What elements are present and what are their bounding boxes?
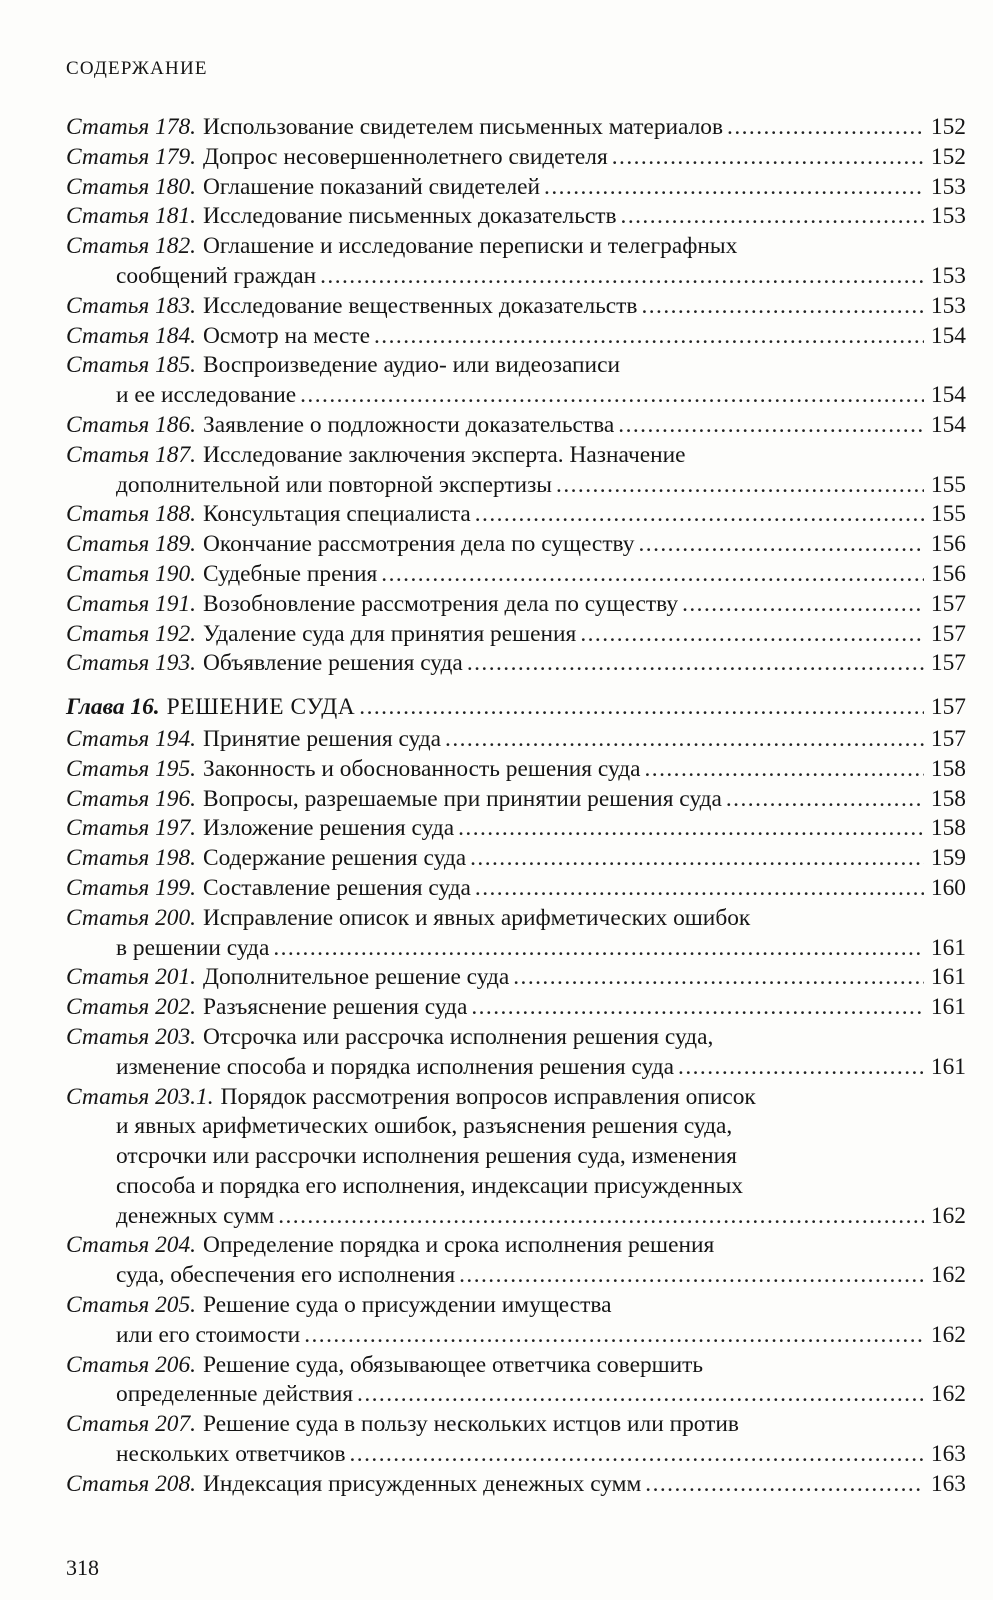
toc-entry-row[interactable] [66, 1172, 966, 1202]
entry-title: Объявление решения суда [203, 650, 463, 677]
dot-leader [471, 993, 924, 1023]
entry-title: и ее исследование [116, 382, 297, 409]
entry-title: Законность и обоснованность решения суда [203, 755, 641, 782]
toc-chapter-row[interactable] [66, 693, 966, 723]
entry-page-number: 158 [930, 815, 966, 842]
entry-page-number: 161 [930, 1053, 966, 1080]
entry-title: Отсрочка или рассрочка исполнения решения суда, [203, 1023, 714, 1050]
entry-page-number: 154 [930, 382, 966, 409]
entry-title: нескольких ответчиков [116, 1441, 346, 1468]
dot-leader [544, 173, 924, 203]
dot-leader [638, 530, 924, 560]
dot-leader [641, 292, 924, 322]
toc-entry-row[interactable] [66, 785, 966, 815]
toc-entry-row[interactable] [66, 1291, 966, 1321]
toc-entry-row[interactable] [66, 113, 966, 143]
dot-leader [278, 1202, 924, 1232]
toc-entry-row[interactable] [66, 1083, 966, 1113]
entry-page-number: 161 [930, 994, 966, 1021]
entry-title: денежных сумм [116, 1202, 275, 1229]
toc-entry-row[interactable] [66, 560, 966, 590]
dot-leader [644, 755, 924, 785]
article-number: Статья 207. [66, 1411, 196, 1438]
entry-page-number: 158 [930, 785, 966, 812]
article-number: Статья 195. [66, 755, 196, 782]
entry-title: и явных арифметических ошибок, разъяснения решения суда, [116, 1113, 733, 1140]
toc-entry-row[interactable] [66, 725, 966, 755]
entry-page-number: 157 [930, 590, 966, 617]
toc-entry-row[interactable] [66, 1440, 966, 1470]
entry-page-number: 153 [930, 203, 966, 230]
toc-entry-row[interactable] [66, 1142, 966, 1172]
entry-title: РЕШЕНИЕ СУДА [166, 694, 356, 721]
entry-title: дополнительной или повторной экспертизы [116, 471, 553, 498]
entry-page-number: 152 [930, 143, 966, 170]
dot-leader [459, 1261, 924, 1291]
toc-entry-row[interactable] [66, 1023, 966, 1053]
entry-title: Осмотр на месте [203, 322, 371, 349]
article-number: Статья 192. [66, 620, 196, 647]
dot-leader [381, 560, 924, 590]
entry-title: Определение порядка и срока исполнения решения [203, 1232, 715, 1259]
entry-title: изменение способа и порядка исполнения решения суда [116, 1053, 675, 1080]
toc-entry-row[interactable] [66, 322, 966, 352]
toc-entry-row[interactable] [66, 1351, 966, 1381]
toc-entry-row[interactable] [66, 471, 966, 501]
article-number: Статья 208. [66, 1470, 196, 1497]
article-number: Статья 201. [66, 964, 196, 991]
article-number: Статья 182. [66, 233, 196, 260]
dot-leader [618, 411, 924, 441]
dot-leader [580, 620, 924, 650]
dot-leader [458, 814, 924, 844]
article-number: Статья 186. [66, 411, 196, 438]
toc-entry-row[interactable] [66, 232, 966, 262]
entry-title: Исправление описок и явных арифметических ошибок [203, 904, 751, 931]
entry-page-number: 161 [930, 964, 966, 991]
entry-title: определенные действия [116, 1381, 354, 1408]
entry-page-number: 157 [930, 725, 966, 752]
entry-title: суда, обеспечения его исполнения [116, 1262, 456, 1289]
toc-entry-row[interactable] [66, 1470, 966, 1500]
entry-page-number: 154 [930, 322, 966, 349]
entry-title: сообщений граждан [116, 262, 317, 289]
entry-page-number: 153 [930, 262, 966, 289]
dot-leader [273, 934, 924, 964]
entry-page-number: 157 [930, 620, 966, 647]
dot-leader [678, 1053, 924, 1083]
entry-title: Удаление суда для принятия решения [203, 620, 577, 647]
entry-title: Принятие решения суда [203, 725, 442, 752]
toc-entry-row[interactable] [66, 814, 966, 844]
entry-page-number: 154 [930, 411, 966, 438]
entry-page-number: 156 [930, 531, 966, 558]
entry-page-number: 160 [930, 874, 966, 901]
dot-leader [682, 590, 924, 620]
article-number: Статья 203.1. [66, 1083, 214, 1110]
toc-entry-row[interactable] [66, 904, 966, 934]
article-number: Статья 179. [66, 143, 196, 170]
article-number: Статья 204. [66, 1232, 196, 1259]
toc-entry-row[interactable] [66, 262, 966, 292]
toc-entry-row[interactable] [66, 963, 966, 993]
toc-entry-row[interactable] [66, 620, 966, 650]
entry-title: Исследование заключения эксперта. Назначение [203, 441, 686, 468]
entry-title: Заявление о подложности доказательства [203, 411, 615, 438]
article-number: Статья 190. [66, 560, 196, 587]
entry-page-number: 162 [930, 1202, 966, 1229]
entry-page-number: 158 [930, 755, 966, 782]
article-number: Статья 206. [66, 1351, 196, 1378]
entry-page-number: 155 [930, 501, 966, 528]
dot-leader [645, 1470, 924, 1500]
toc-entry-row[interactable] [66, 202, 966, 232]
dot-leader [359, 693, 924, 723]
article-number: Статья 187. [66, 441, 196, 468]
article-number: Статья 188. [66, 501, 196, 528]
toc-entry-row[interactable] [66, 993, 966, 1023]
toc-entry-row[interactable] [66, 381, 966, 411]
entry-title: Консультация специалиста [203, 501, 471, 528]
entry-page-number: 163 [930, 1470, 966, 1497]
article-number: Статья 194. [66, 725, 196, 752]
dot-leader [304, 1321, 924, 1351]
entry-title: Оглашение показаний свидетелей [203, 173, 541, 200]
entry-page-number: 161 [930, 934, 966, 961]
entry-title: Исследование вещественных доказательств [203, 292, 638, 319]
entry-title: Разъяснение решения суда [203, 994, 468, 1021]
dot-leader [300, 381, 924, 411]
entry-page-number: 162 [930, 1321, 966, 1348]
entry-title: Воспроизведение аудио- или видеозаписи [203, 352, 620, 379]
entry-title: Допрос несовершеннолетнего свидетеля [203, 143, 608, 170]
dot-leader [727, 113, 924, 143]
article-number: Статья 191. [66, 590, 196, 617]
dot-leader [357, 1380, 924, 1410]
article-number: Статья 181. [66, 203, 196, 230]
article-number: Статья 178. [66, 114, 196, 140]
toc-entry-row[interactable] [66, 590, 966, 620]
entry-title: в решении суда [116, 934, 270, 961]
entry-title: Возобновление рассмотрения дела по существу [203, 590, 679, 617]
entry-title: Окончание рассмотрения дела по существу [203, 531, 635, 558]
entry-page-number: 162 [930, 1381, 966, 1408]
entry-title: Дополнительное решение суда [203, 964, 510, 991]
toc-entry-row[interactable] [66, 844, 966, 874]
toc-entry-row[interactable] [66, 1112, 966, 1142]
toc-entry-row[interactable] [66, 755, 966, 785]
entry-page-number: 162 [930, 1262, 966, 1289]
table-of-contents [66, 113, 966, 1500]
dot-leader [445, 725, 924, 755]
entry-title: Исследование письменных доказательств [203, 203, 617, 230]
article-number: Статья 193. [66, 650, 196, 677]
toc-entry-row[interactable] [66, 530, 966, 560]
toc-entry-row[interactable] [66, 1202, 966, 1232]
entry-title: Решение суда, обязывающее ответчика совершить [203, 1351, 704, 1378]
entry-title: Содержание решения суда [203, 845, 467, 872]
toc-entry-row[interactable] [66, 1231, 966, 1261]
article-number: Статья 202. [66, 994, 196, 1021]
entry-title: Судебные прения [203, 560, 378, 587]
dot-leader [475, 874, 924, 904]
entry-page-number: 157 [930, 650, 966, 677]
dot-leader [374, 322, 924, 352]
dot-leader [470, 844, 924, 874]
article-number: Статья 185. [66, 352, 196, 379]
toc-entry-row[interactable] [66, 1380, 966, 1410]
dot-leader [350, 1440, 924, 1470]
entry-page-number: 153 [930, 292, 966, 319]
entry-title: Порядок рассмотрения вопросов исправления описок [220, 1083, 756, 1110]
toc-entry-row[interactable] [66, 411, 966, 441]
article-number: Статья 189. [66, 531, 196, 558]
entry-page-number: 153 [930, 173, 966, 200]
article-number: Статья 184. [66, 322, 196, 349]
dot-leader [467, 649, 924, 679]
toc-entry-row[interactable] [66, 441, 966, 471]
entry-title: Оглашение и исследование переписки и телеграфных [203, 233, 738, 260]
article-number: Статья 200. [66, 904, 196, 931]
article-number: Статья 199. [66, 874, 196, 901]
toc-entry-row[interactable] [66, 649, 966, 679]
toc-entry-row[interactable] [66, 1321, 966, 1351]
toc-entry-row[interactable] [66, 1410, 966, 1440]
article-number: Статья 198. [66, 845, 196, 872]
entry-page-number: 159 [930, 845, 966, 872]
dot-leader [556, 471, 924, 501]
entry-title: или его стоимости [116, 1321, 301, 1348]
article-number: Статья 183. [66, 292, 196, 319]
entry-title: Индексация присужденных денежных сумм [203, 1470, 642, 1497]
entry-title: Составление решения суда [203, 874, 471, 901]
entry-title: Вопросы, разрешаемые при принятии решения суда [203, 785, 722, 812]
article-number: Статья 197. [66, 815, 196, 842]
toc-entry-row[interactable] [66, 351, 966, 381]
entry-title: Использование свидетелем письменных материалов [203, 114, 724, 140]
toc-entry-row[interactable] [66, 500, 966, 530]
entry-title: Решение суда в пользу нескольких истцов или против [203, 1411, 739, 1438]
entry-page-number: 163 [930, 1441, 966, 1468]
toc-entry-row[interactable] [66, 1053, 966, 1083]
dot-leader [513, 963, 924, 993]
toc-entry-row[interactable] [66, 934, 966, 964]
dot-leader [612, 143, 924, 173]
entry-title: способа и порядка его исполнения, индексации присужденных [116, 1172, 743, 1199]
dot-leader [621, 202, 924, 232]
entry-page-number: 157 [930, 694, 966, 721]
page-number: 318 [66, 1555, 99, 1580]
article-number: Статья 205. [66, 1292, 196, 1319]
article-number: Статья 180. [66, 173, 196, 200]
entry-page-number: 156 [930, 560, 966, 587]
toc-entry-row[interactable] [66, 1261, 966, 1291]
dot-leader [475, 500, 924, 530]
toc-entry-row[interactable] [66, 173, 966, 203]
entry-page-number: 152 [930, 114, 966, 140]
running-head: СОДЕРЖАНИЕ [66, 58, 208, 79]
article-number: Статья 196. [66, 785, 196, 812]
entry-title: Изложение решения суда [203, 815, 455, 842]
entry-title: Решение суда о присуждении имущества [203, 1292, 612, 1319]
entry-title: отсрочки или рассрочки исполнения решения суда, изменения [116, 1143, 737, 1170]
toc-entry-row[interactable] [66, 143, 966, 173]
entry-page-number: 155 [930, 471, 966, 498]
toc-entry-row[interactable] [66, 292, 966, 322]
dot-leader [726, 785, 924, 815]
chapter-number: Глава 16. [66, 694, 160, 721]
article-number: Статья 203. [66, 1023, 196, 1050]
dot-leader [320, 262, 924, 292]
toc-entry-row[interactable] [66, 874, 966, 904]
